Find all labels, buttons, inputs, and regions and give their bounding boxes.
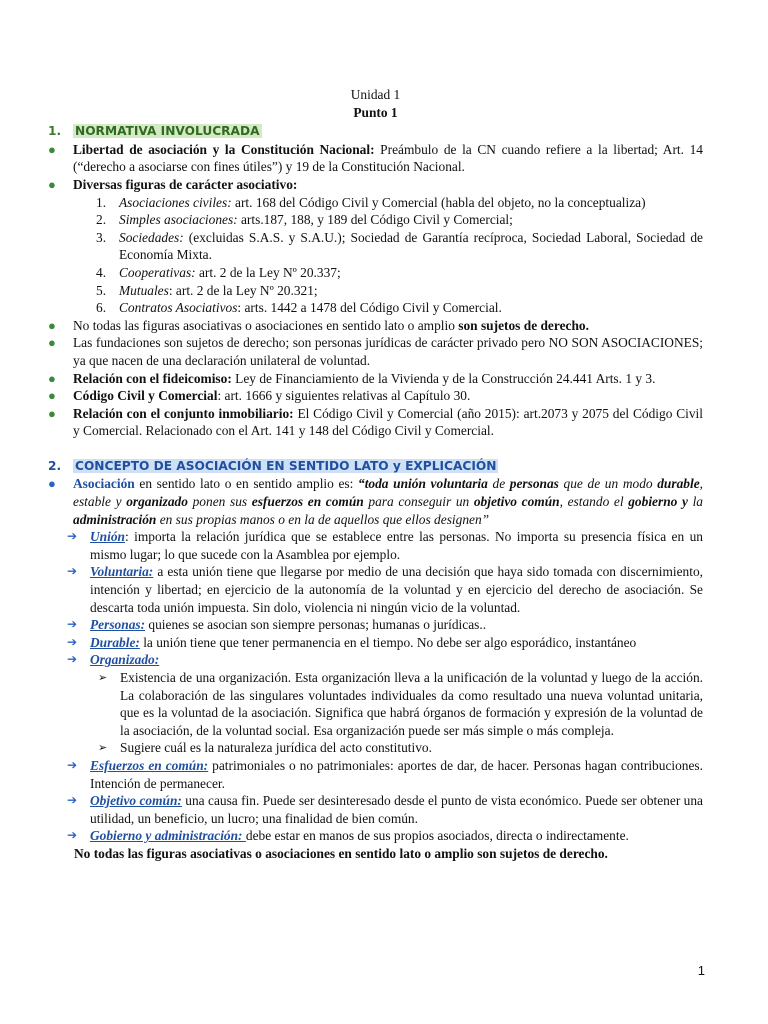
term-text: quienes se asocian son siempre personas; humanas o jurídicas.. xyxy=(145,617,487,633)
arrow-icon: ➔ xyxy=(67,793,78,808)
term-text: : importa la relación jurídica que se establece entre las personas. No importa su presencia física en un mismo lugar; lo que sucede con la Asamblea por ejemplo. xyxy=(90,529,703,562)
quote-key: unión voluntaria xyxy=(393,476,488,492)
quote-part: “toda xyxy=(358,476,394,492)
item-heading: Relación con el conjunto inmobiliario: xyxy=(73,405,294,421)
bullet-icon: ● xyxy=(48,405,56,421)
bullet-icon: ● xyxy=(48,317,56,333)
definition-lead: en sentido lato o en sentido amplio es: xyxy=(134,476,358,492)
unit-title: Unidad 1 xyxy=(350,87,401,102)
term-label: Unión xyxy=(90,529,125,545)
quote-part: ponen sus xyxy=(187,494,252,510)
section-1-number: 1. xyxy=(48,124,62,139)
quote-part: , estable y xyxy=(73,476,704,510)
quote-part: de xyxy=(487,476,510,492)
term-label: Objetivo común: xyxy=(90,793,182,809)
term-label: Personas: xyxy=(90,617,146,633)
point-title: Punto 1 xyxy=(353,104,398,120)
section-2-title: CONCEPTO DE ASOCIACIÓN EN SENTIDO LATO y EXPLICACIÓN xyxy=(75,458,497,473)
quote-part: que de un modo xyxy=(558,476,658,492)
item-text: : art. 1666 y siguientes relativas al Capítulo 30. xyxy=(217,388,471,404)
figure-text: (excluidas S.A.S. y S.A.U.); Sociedad de Garantía recíproca, Sociedad Laboral, Sociedad de Economía Mixta. xyxy=(119,229,703,263)
figure-text: : arts. 1442 a 1478 del Código Civil y Comercial. xyxy=(237,300,502,316)
quote-key: esfuerzos en común xyxy=(251,494,364,510)
quote-part: para conseguir un xyxy=(363,494,474,510)
definition-item xyxy=(48,475,703,844)
term-text: la unión tiene que tener permanencia en el tiempo. No debe ser algo esporádico, instantáneo xyxy=(139,634,637,650)
quote-key: objetivo común xyxy=(473,494,560,510)
item-heading: Diversas figuras de carácter asociativo: xyxy=(73,176,298,192)
arrow-icon: ➔ xyxy=(67,564,78,579)
figure-text: art. 168 del Código Civil y Comercial (habla del objeto, no la conceptualiza) xyxy=(231,194,646,210)
quote-key: gobierno y xyxy=(628,494,688,510)
quote-key: administración xyxy=(73,511,157,527)
section-1-heading xyxy=(48,123,703,141)
term-label: Organizado: xyxy=(90,652,160,668)
sub-item xyxy=(90,739,703,757)
list-item xyxy=(48,317,703,335)
term-item xyxy=(48,827,703,845)
bullet-icon: ● xyxy=(48,370,56,386)
arrow-icon: ➔ xyxy=(67,652,78,667)
organizado-sublist xyxy=(90,669,703,757)
arrow-icon: ➔ xyxy=(67,634,78,649)
term-text: debe estar en manos de sus propios asociados, directa o indirectamente. xyxy=(245,828,629,844)
document-page xyxy=(48,86,703,863)
item-text: El Código Civil y Comercial (año 2015): art.2073 y 2075 del Código Civil y Comercial. Relacionado con el Art. 141 y 148 del Código Civil y Comercial. xyxy=(73,405,703,439)
term-item xyxy=(48,563,703,616)
list-item xyxy=(48,176,703,317)
item-text: Preámbulo de la CN cuando refiere a la libertad; Art. 14 (“derecho a asociarse con fines útiles”) y 19 de la Constitución Nacional. xyxy=(73,141,703,175)
figure-number: 4. xyxy=(96,264,107,280)
list-item xyxy=(48,370,703,388)
figure-name: Mutuales xyxy=(119,282,169,298)
list-item xyxy=(48,334,703,369)
figure-item xyxy=(73,194,703,212)
list-item xyxy=(48,405,703,440)
figure-text: arts.187, 188, y 189 del Código Civil y Comercial; xyxy=(237,212,513,228)
item-heading: Relación con el fideicomiso: xyxy=(73,370,232,386)
bullet-icon: ● xyxy=(48,476,56,492)
bullet-icon: ● xyxy=(48,388,56,404)
figure-item xyxy=(73,282,703,300)
figure-item xyxy=(73,229,703,264)
figure-text: : art. 2 de la Ley Nº 20.321; xyxy=(168,282,318,298)
arrow-icon: ➔ xyxy=(67,757,78,772)
sub-text: Existencia de una organización. Esta organización lleva a la unificación de la voluntad y luego de la acción. La colaboración de las singulares voluntades individuales da como resultado una nueva voluntad unitaria, que es la voluntad de la asociación. Significa que habrá órganos de formación y expresión de la voluntad de la asociación, de la voluntad social. Esa organización puede ser más simple o más compleja. xyxy=(120,670,703,738)
figure-item xyxy=(73,299,703,317)
bullet-icon: ● xyxy=(48,176,56,192)
sub-item xyxy=(90,669,703,739)
arrow-icon: ➔ xyxy=(67,828,78,843)
quote-key: organizado xyxy=(126,494,188,510)
bullet-icon: ● xyxy=(48,141,56,157)
figure-name: Asociaciones civiles: xyxy=(119,194,232,210)
closing-statement: No todas las figuras asociativas o asociaciones en sentido lato o amplio son sujetos de derecho. xyxy=(74,845,608,861)
figure-name: Sociedades: xyxy=(119,229,184,245)
quote-part: en sus propias manos o en la de aquellos que ellos designen” xyxy=(156,511,490,527)
figure-number: 3. xyxy=(96,229,107,245)
section-2-list xyxy=(48,475,703,844)
quote-key: durable xyxy=(657,476,700,492)
sub-text: Sugiere cuál es la naturaleza jurídica del acto constitutivo. xyxy=(120,740,432,756)
section-1-title: NORMATIVA INVOLUCRADA xyxy=(75,124,260,139)
section-2-number: 2. xyxy=(48,458,62,473)
item-heading: Libertad de asociación y la Constitución Nacional: xyxy=(73,141,375,157)
quote-key: personas xyxy=(509,476,559,492)
term-text: patrimoniales o no patrimoniales: aportes de dar, de hacer. Personas hagan contribuciones. Intención de permanecer. xyxy=(90,757,703,791)
item-text: No todas las figuras asociativas o asociaciones en sentido lato o amplio xyxy=(73,317,459,333)
triangle-arrow-icon: ➢ xyxy=(98,741,108,755)
figure-name: Simples asociaciones: xyxy=(119,212,238,228)
term-text: a esta unión tiene que llegarse por medio de una decisión que haya sido tomada con discernimiento, intención y libertad; en ejercicio de la autonomía de la voluntad y en ejercicio del derecho de asociación. Se descarta toda unión impuesta. Sin dolo, violencia ni ningún vicio de la voluntad. xyxy=(90,564,703,615)
item-text: Ley de Financiamiento de la Vivienda y de la Construcción 24.441 Arts. 1 y 3. xyxy=(231,370,656,386)
figure-item xyxy=(73,211,703,229)
term-item xyxy=(48,792,703,827)
list-item xyxy=(48,141,703,176)
definition-term: Asociación xyxy=(73,476,135,492)
figure-text: art. 2 de la Ley Nº 20.337; xyxy=(195,264,341,280)
term-item xyxy=(48,634,703,652)
bullet-icon: ● xyxy=(48,335,56,351)
arrow-icon: ➔ xyxy=(67,529,78,544)
term-label: Esfuerzos en común: xyxy=(90,757,209,773)
item-heading: Código Civil y Comercial xyxy=(73,388,218,404)
page-number: 1 xyxy=(697,963,705,978)
list-item xyxy=(48,387,703,405)
arrow-icon: ➔ xyxy=(67,617,78,632)
figure-number: 2. xyxy=(96,212,107,228)
term-text: una causa fin. Puede ser desinteresado desde el punto de vista económico. Puede ser obtener una utilidad, un beneficio, un lucro; una finalidad de bien común. xyxy=(90,793,703,826)
figure-number: 6. xyxy=(96,300,107,316)
figure-name: Contratos Asociativos xyxy=(119,300,238,316)
section-2-heading xyxy=(48,458,703,476)
figure-number: 5. xyxy=(96,282,107,298)
item-emphasis: son sujetos de derecho. xyxy=(458,317,589,333)
term-item xyxy=(48,528,703,563)
term-label: Durable: xyxy=(90,634,140,650)
triangle-arrow-icon: ➢ xyxy=(98,671,108,684)
figure-name: Cooperativas: xyxy=(119,264,196,280)
term-label: Voluntaria: xyxy=(90,564,154,580)
figures-list xyxy=(73,194,703,317)
quote-part: , estando el xyxy=(559,494,629,510)
term-item xyxy=(48,757,703,792)
figure-number: 1. xyxy=(96,194,107,210)
item-text: Las fundaciones son sujetos de derecho; son personas jurídicas de carácter privado pero NO SON ASOCIACIONES; ya que nacen de una declaración unilateral de voluntad. xyxy=(73,335,703,368)
quote-part: la xyxy=(687,494,704,510)
term-label: Gobierno y administración: xyxy=(90,828,246,844)
term-item xyxy=(48,651,703,757)
term-item xyxy=(48,616,703,634)
terms-list xyxy=(48,528,703,845)
figure-item xyxy=(73,264,703,282)
section-1-list xyxy=(48,141,703,440)
